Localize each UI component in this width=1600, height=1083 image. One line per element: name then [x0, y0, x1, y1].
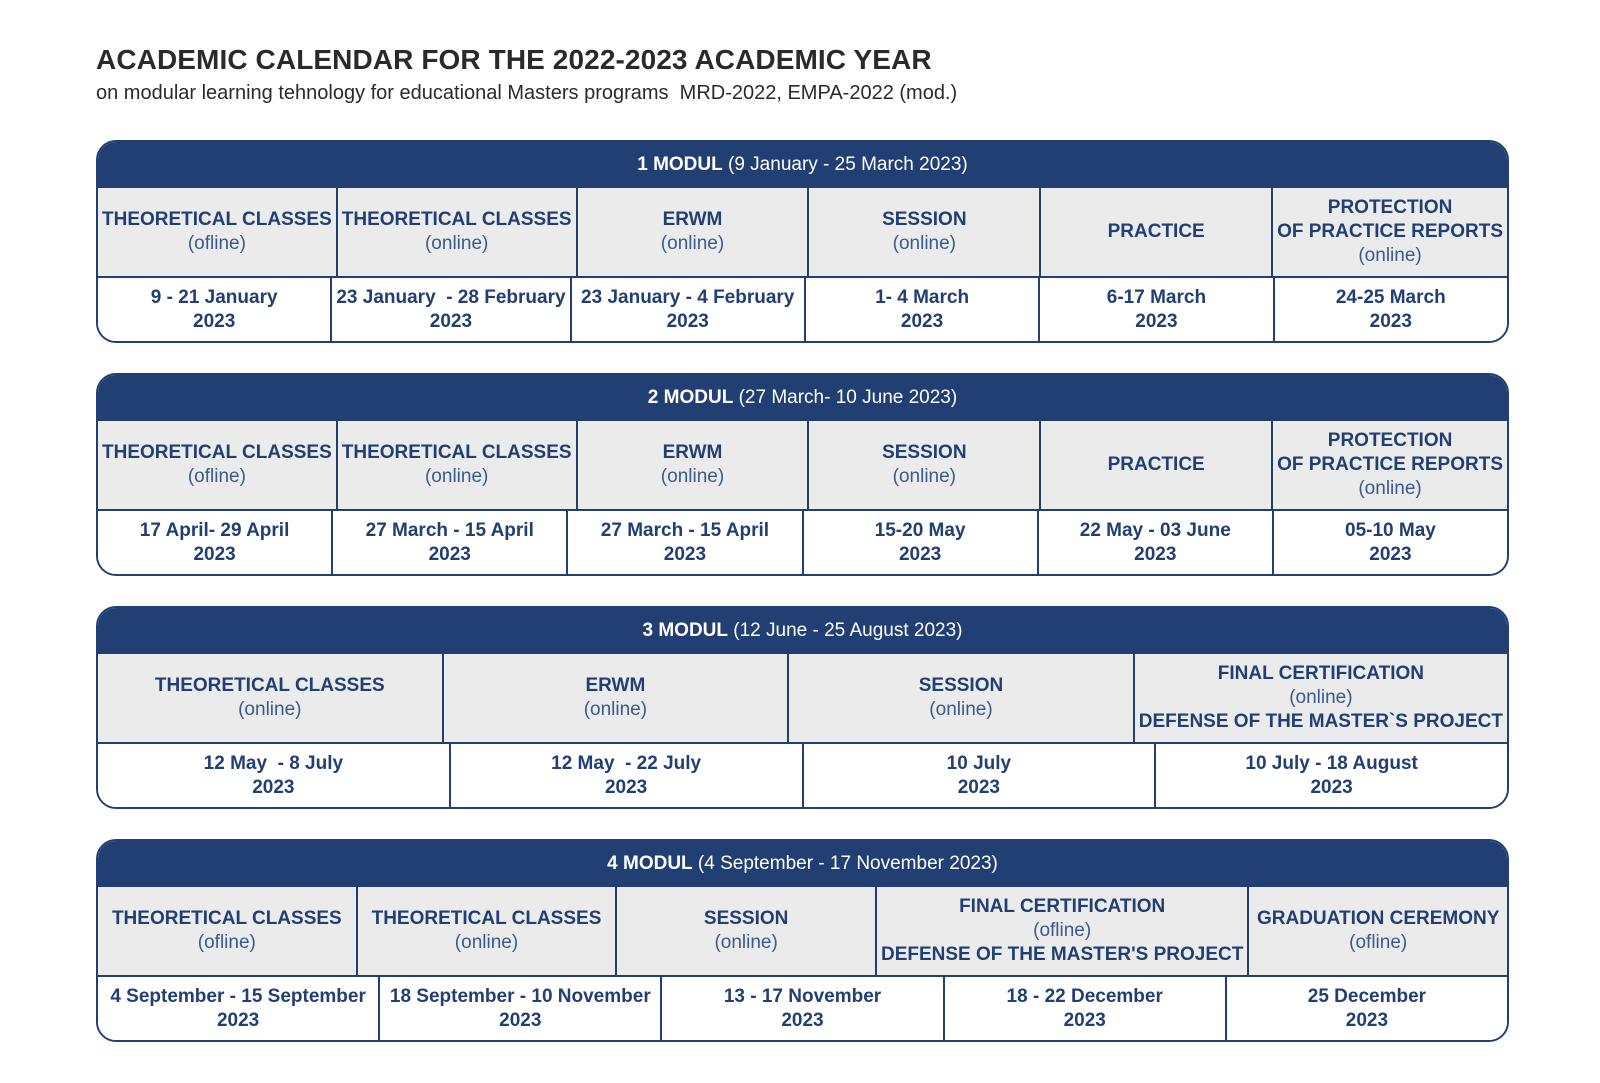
date-cell	[98, 977, 380, 1040]
date-text: 2023	[900, 310, 944, 332]
activity-title: SESSION	[918, 675, 1004, 696]
date-text: 2023	[1135, 310, 1178, 332]
module-name: 2 MODUL	[647, 387, 734, 408]
activity-mode: (online)	[892, 233, 957, 254]
date-text: 9 - 21 January	[150, 286, 278, 308]
date-cell	[1156, 744, 1507, 807]
activity-title: SESSION	[882, 442, 967, 463]
activity-mode: (ofline)	[1349, 932, 1408, 953]
date-text: 1- 4 March	[875, 286, 970, 308]
activity-title: THEORETICAL CLASSES	[111, 908, 342, 929]
activity-cell	[1273, 421, 1507, 509]
module-header	[98, 608, 1507, 654]
activity-cell	[98, 188, 338, 276]
module-1-table	[96, 140, 1509, 343]
activity-cell	[809, 421, 1041, 509]
date-text: 4 September - 15 September	[110, 985, 366, 1007]
date-text: 6-17 March	[1106, 286, 1207, 308]
date-text: 2023	[663, 543, 707, 565]
date-text: 27 March - 15 April	[365, 519, 534, 541]
date-cell	[1227, 977, 1507, 1040]
activity-title: ERWM	[662, 209, 723, 230]
activity-mode: (ofline)	[187, 233, 246, 254]
date-text: 18 - 22 December	[1006, 985, 1163, 1007]
date-cell	[804, 744, 1157, 807]
page-subtitle: on modular learning tehnology for educational Masters programs MRD-2022, EMPA-2022 (mod.)	[96, 82, 958, 104]
date-cell	[806, 278, 1040, 341]
date-text: 2023	[216, 1009, 260, 1031]
date-text: 2023	[1063, 1009, 1106, 1031]
activity-header-row	[98, 654, 1507, 744]
module-name: 1 MODUL	[637, 154, 723, 175]
module-period: (12 June - 25 August 2023)	[728, 620, 963, 641]
activity-cell	[358, 887, 618, 975]
activity-title: PROTECTION	[1327, 197, 1453, 218]
module-period: (9 January - 25 March 2023)	[722, 154, 968, 175]
module-period: (4 September - 17 November 2023)	[692, 853, 998, 874]
date-text: 2023	[499, 1009, 542, 1031]
activity-mode: (online)	[424, 466, 489, 487]
activity-mode: (online)	[714, 932, 778, 953]
activity-cell	[338, 421, 578, 509]
page-title: ACADEMIC CALENDAR FOR THE 2022-2023 ACADEMIC YEAR	[96, 44, 932, 75]
activity-title: FINAL CERTIFICATION	[1217, 663, 1424, 684]
date-text: 10 July	[946, 752, 1012, 774]
date-cell	[568, 511, 803, 574]
module-3-table	[96, 606, 1509, 809]
activity-title: SESSION	[703, 908, 789, 929]
activity-cell	[444, 654, 790, 742]
activity-cell	[578, 421, 810, 509]
module-name: 4 MODUL	[607, 853, 693, 874]
activity-cell	[98, 654, 444, 742]
module-2-table	[96, 373, 1509, 576]
date-text: 05-10 May	[1345, 519, 1436, 541]
date-text: 17 April- 29 April	[139, 519, 290, 541]
module-4-table	[96, 839, 1509, 1042]
activity-title: OF PRACTICE REPORTS	[1277, 454, 1503, 475]
date-text: 2023	[957, 776, 1001, 798]
date-cell	[333, 511, 568, 574]
activity-header-row	[98, 887, 1507, 977]
activity-cell	[877, 887, 1249, 975]
module-header	[98, 375, 1507, 421]
activity-title: THEORETICAL CLASSES	[154, 675, 385, 696]
activity-mode: (online)	[424, 233, 489, 254]
date-cell	[380, 977, 662, 1040]
activity-mode: (online)	[454, 932, 519, 953]
date-text: 23 January - 28 February	[336, 286, 566, 308]
activity-title: THEORETICAL CLASSES	[341, 209, 572, 230]
date-text: 2023	[898, 543, 942, 565]
date-cell	[98, 278, 332, 341]
date-text: 22 May - 03 June	[1079, 519, 1231, 541]
activity-mode: (online)	[929, 699, 993, 720]
date-cell	[1039, 511, 1274, 574]
activity-mode: (online)	[1289, 687, 1353, 708]
activity-title: THEORETICAL CLASSES	[371, 908, 602, 929]
date-text: 2023	[1310, 776, 1353, 798]
activity-mode: (online)	[660, 233, 725, 254]
date-text: 2023	[781, 1009, 824, 1031]
activity-title: ERWM	[585, 675, 646, 696]
module-header	[98, 841, 1507, 887]
activity-cell	[617, 887, 877, 975]
activity-subtitle: DEFENSE OF THE MASTER'S PROJECT	[880, 944, 1244, 965]
date-text: 2023	[428, 543, 471, 565]
date-text: 2023	[1369, 310, 1412, 332]
activity-cell	[809, 188, 1041, 276]
date-text: 27 March - 15 April	[600, 519, 770, 541]
date-text: 2023	[666, 310, 709, 332]
activity-header-row	[98, 421, 1507, 511]
activity-mode: (ofline)	[1033, 920, 1092, 941]
activity-mode: (online)	[892, 466, 957, 487]
activity-title: GRADUATION CEREMONY	[1256, 908, 1500, 929]
date-text: 2023	[604, 776, 648, 798]
activity-mode: (ofline)	[197, 932, 256, 953]
date-text: 24-25 March	[1335, 286, 1446, 308]
date-text: 2023	[1134, 543, 1177, 565]
activity-title: FINAL CERTIFICATION	[959, 896, 1166, 917]
date-text: 2023	[193, 543, 236, 565]
date-text: 23 January - 4 February	[581, 286, 795, 308]
date-text: 2023	[193, 310, 236, 332]
date-text: 10 July - 18 August	[1245, 752, 1418, 774]
activity-mode: (online)	[583, 699, 648, 720]
activity-cell	[1249, 887, 1507, 975]
activity-title: THEORETICAL CLASSES	[341, 442, 572, 463]
activity-header-row	[98, 188, 1507, 278]
date-text: 12 May - 8 July	[203, 752, 344, 774]
date-text: 18 September - 10 November	[389, 985, 651, 1007]
activity-title: OF PRACTICE REPORTS	[1277, 221, 1503, 242]
date-text: 2023	[1369, 543, 1412, 565]
date-cell	[1040, 278, 1274, 341]
date-cell	[804, 511, 1039, 574]
activity-title: PRACTICE	[1107, 454, 1205, 475]
activity-cell	[338, 188, 578, 276]
module-header	[98, 142, 1507, 188]
activity-title: SESSION	[882, 209, 967, 230]
date-row	[98, 744, 1507, 807]
activity-title: THEORETICAL CLASSES	[102, 209, 332, 230]
date-cell	[98, 744, 451, 807]
activity-mode: (online)	[1358, 245, 1422, 266]
date-row	[98, 278, 1507, 341]
activity-cell	[1041, 421, 1273, 509]
activity-cell	[1273, 188, 1507, 276]
activity-title: PROTECTION	[1327, 430, 1453, 451]
date-cell	[572, 278, 806, 341]
activity-mode: (online)	[238, 699, 302, 720]
activity-cell	[789, 654, 1135, 742]
module-name: 3 MODUL	[642, 620, 728, 641]
activity-subtitle: DEFENSE OF THE MASTER`S PROJECT	[1138, 711, 1503, 732]
date-text: 12 May - 22 July	[551, 752, 702, 774]
date-cell	[1274, 511, 1507, 574]
activity-cell	[1135, 654, 1507, 742]
activity-cell	[98, 421, 338, 509]
date-cell	[451, 744, 804, 807]
date-text: 15-20 May	[874, 519, 966, 541]
date-cell	[98, 511, 333, 574]
activity-title: ERWM	[662, 442, 723, 463]
date-cell	[332, 278, 571, 341]
activity-mode: (online)	[660, 466, 725, 487]
activity-title: PRACTICE	[1107, 221, 1205, 242]
date-row	[98, 511, 1507, 574]
activity-cell	[98, 887, 358, 975]
activity-mode: (ofline)	[187, 466, 246, 487]
date-text: 25 December	[1307, 985, 1427, 1007]
activity-title: THEORETICAL CLASSES	[102, 442, 332, 463]
activity-cell	[578, 188, 810, 276]
date-cell	[945, 977, 1227, 1040]
module-period: (27 March- 10 June 2023)	[733, 387, 958, 408]
date-text: 2023	[429, 310, 473, 332]
activity-mode: (online)	[1358, 478, 1422, 499]
activity-cell	[1041, 188, 1273, 276]
date-cell	[662, 977, 944, 1040]
date-text: 2023	[252, 776, 295, 798]
date-text: 2023	[1345, 1009, 1389, 1031]
date-cell	[1275, 278, 1507, 341]
date-row	[98, 977, 1507, 1040]
date-text: 13 - 17 November	[723, 985, 882, 1007]
